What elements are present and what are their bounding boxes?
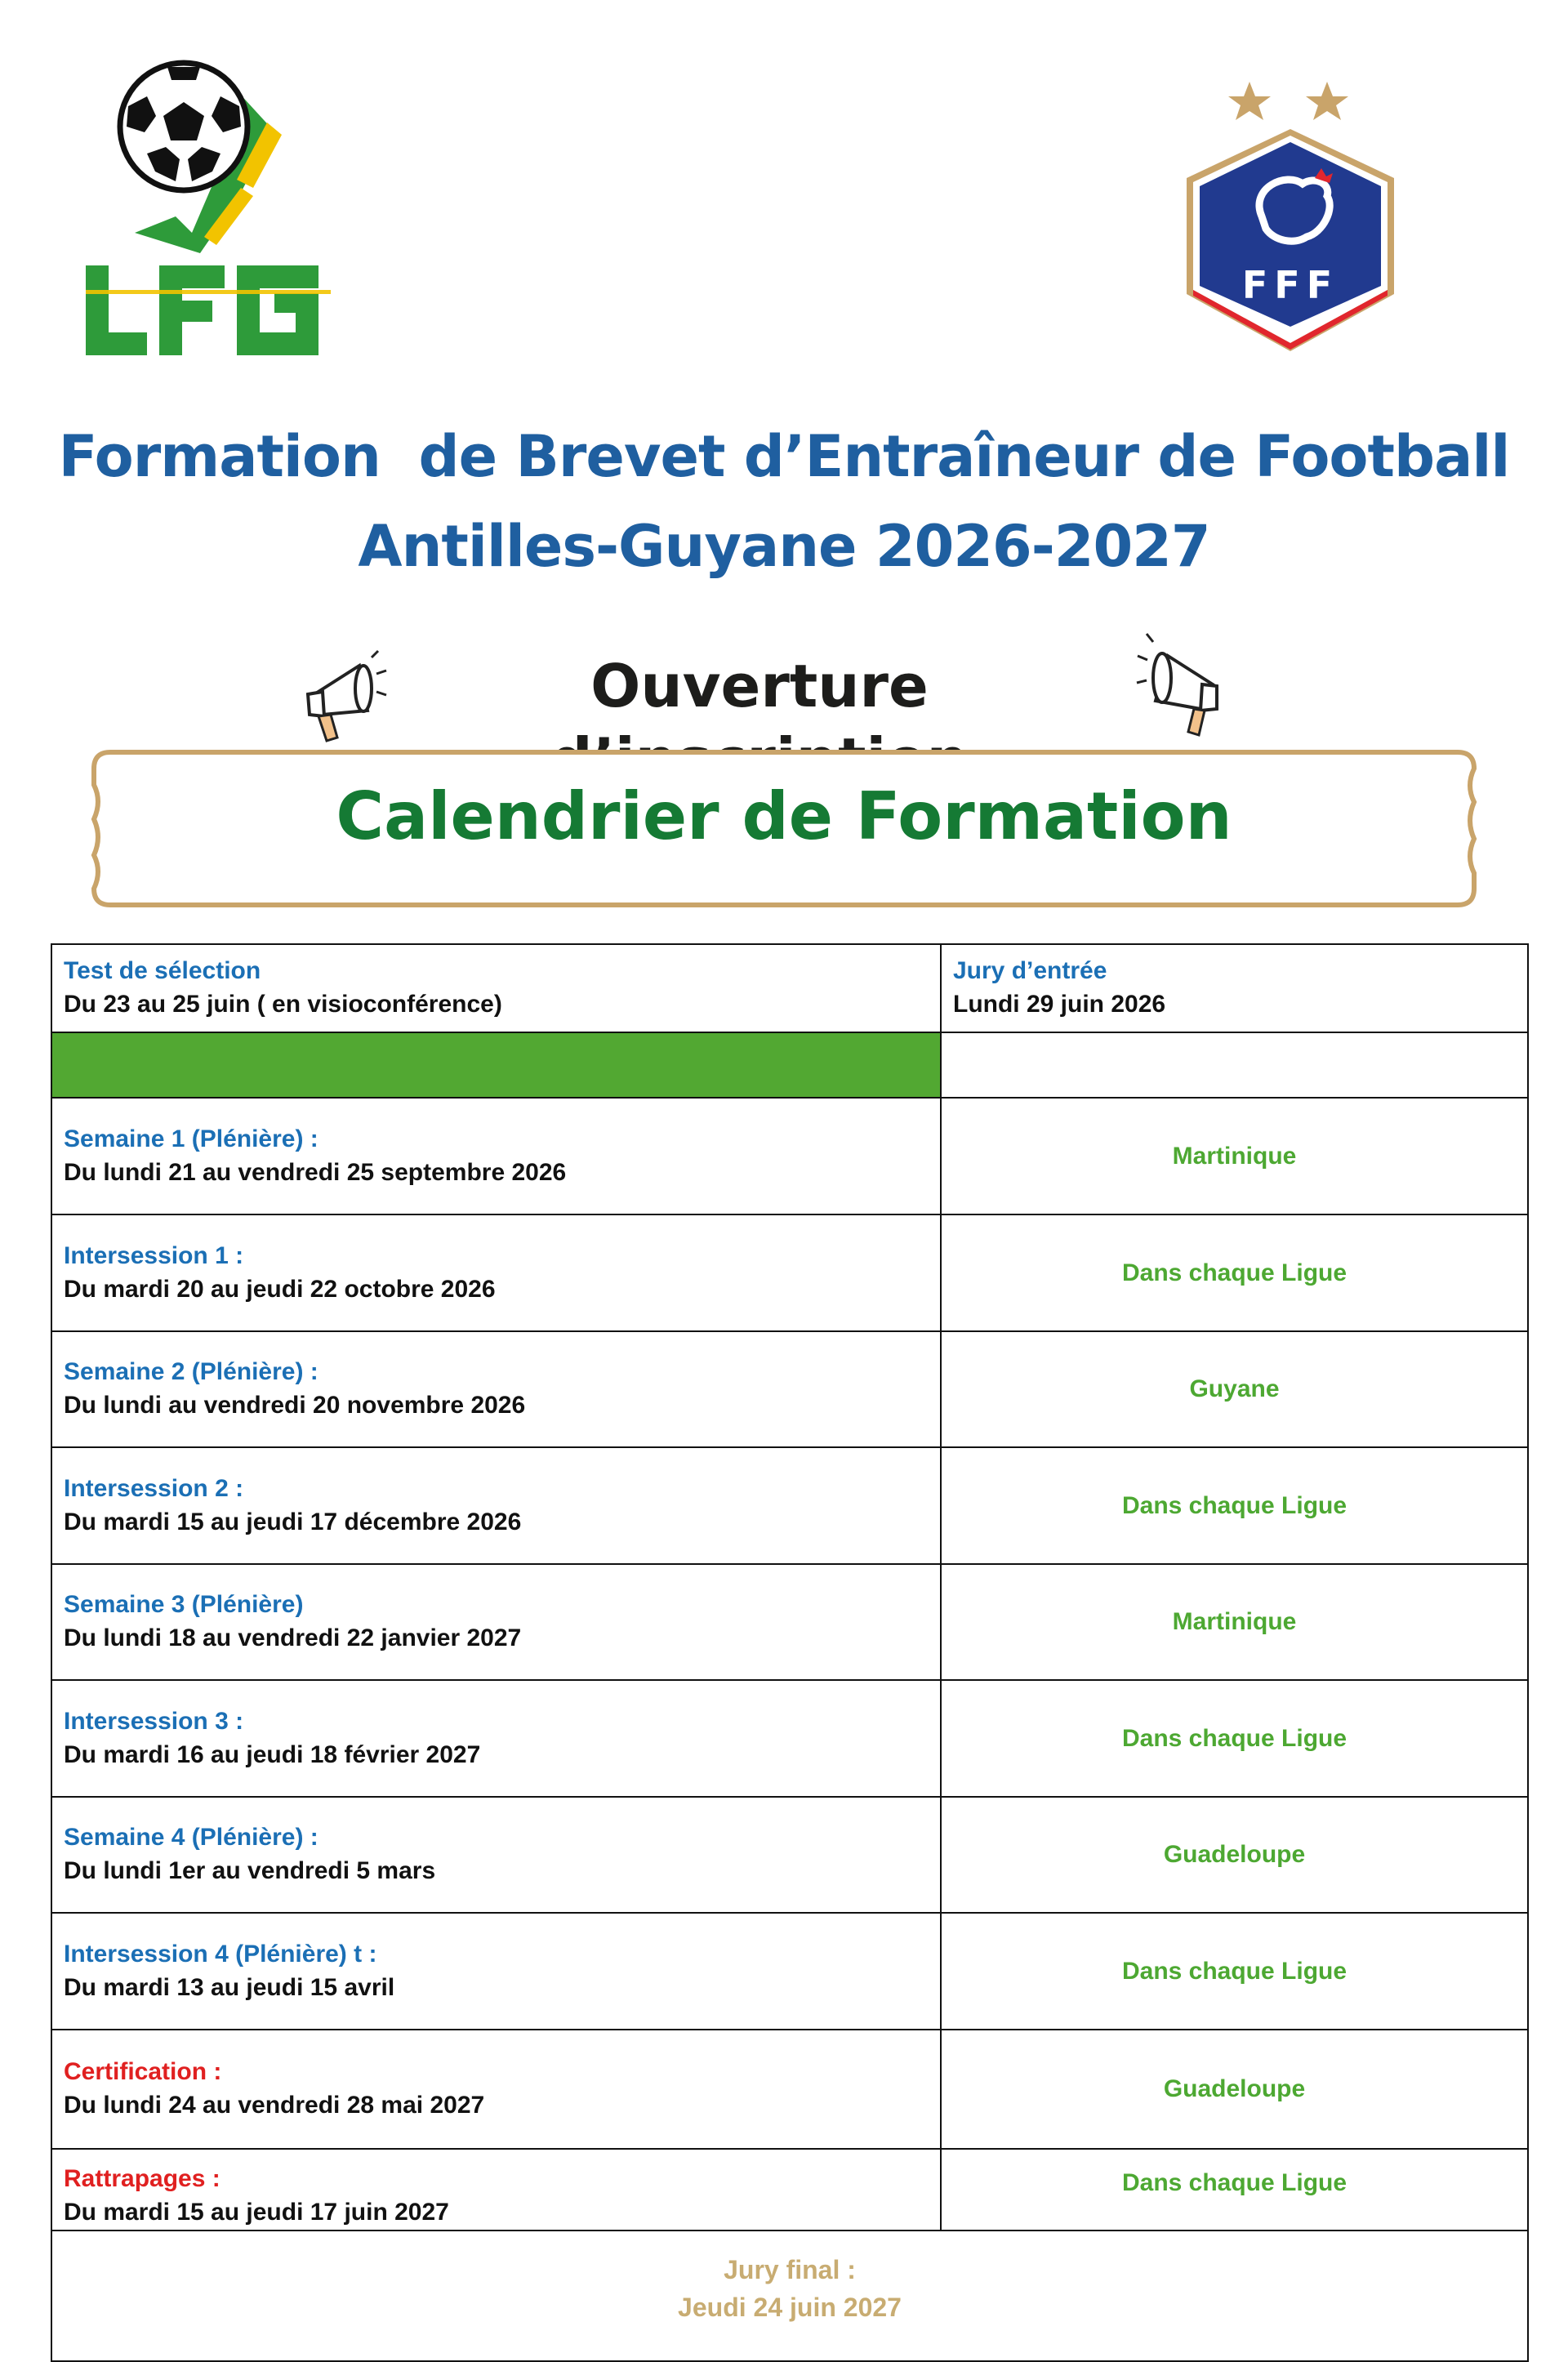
final-jury-cell [51, 2231, 1528, 2361]
entry-jury-cell [941, 944, 1528, 1032]
megaphone-icon [290, 649, 388, 743]
session-location: Dans chaque Ligue [941, 1913, 1528, 2030]
session-label: Intersession 3 : [64, 1707, 244, 1735]
page-title-line-1: Formation de Brevet d’Entraîneur de Football [58, 423, 1510, 490]
table-row [51, 1680, 1528, 1797]
table-row [51, 2030, 1528, 2149]
session-dates: Du lundi 21 au vendredi 25 septembre 2026 [64, 1158, 567, 1186]
session-dates: Du lundi 18 au vendredi 22 janvier 2027 [64, 1624, 522, 1651]
table-row [51, 1214, 1528, 1331]
table-row [51, 1564, 1528, 1680]
session-label: Semaine 2 (Plénière) : [64, 1358, 318, 1385]
session-label: Semaine 1 (Plénière) : [64, 1125, 318, 1152]
selection-test-label: Test de sélection [64, 957, 261, 984]
session-location: Guadeloupe [941, 2030, 1528, 2149]
session-location: Martinique [941, 1564, 1528, 1680]
session-label: Semaine 3 (Plénière) [64, 1591, 304, 1618]
session-dates: Du lundi au vendredi 20 novembre 2026 [64, 1392, 526, 1419]
star-icon [1228, 82, 1348, 120]
session-dates: Du lundi 24 au vendredi 28 mai 2027 [64, 2092, 485, 2119]
calendar-banner-title: Calendrier de Formation [336, 778, 1232, 854]
table-row [51, 944, 1528, 1032]
session-label: Semaine 4 (Plénière) : [64, 1824, 318, 1851]
session-dates: Du lundi 1er au vendredi 5 mars [64, 1857, 436, 1884]
table-row [51, 1913, 1528, 2030]
separator-row [51, 1032, 1528, 1098]
session-dates: Du mardi 20 au jeudi 22 octobre 2026 [64, 1275, 496, 1303]
session-dates: Du mardi 15 au jeudi 17 juin 2027 [64, 2199, 449, 2226]
final-jury-label: Jury final : [724, 2255, 856, 2284]
session-dates: Du mardi 13 au jeudi 15 avril [64, 1973, 395, 2001]
table-row [51, 1331, 1528, 1447]
megaphone-icon [1135, 627, 1237, 738]
football-icon [120, 63, 247, 190]
table-row [51, 1797, 1528, 1913]
table-row [51, 1098, 1528, 1214]
session-dates: Du mardi 16 au jeudi 18 février 2027 [64, 1740, 481, 1768]
selection-test-dates: Du 23 au 25 juin ( en visioconférence) [64, 991, 502, 1018]
session-location: Dans chaque Ligue [941, 1214, 1528, 1331]
session-location: Dans chaque Ligue [941, 1680, 1528, 1797]
session-location: Guadeloupe [941, 1797, 1528, 1913]
selection-test-cell [51, 944, 941, 1032]
session-label: Intersession 1 : [64, 1241, 244, 1269]
fff-logo-text: FFF [1241, 263, 1339, 307]
session-label: Certification : [64, 2058, 222, 2085]
table-row [51, 2149, 1528, 2231]
table-row [51, 1447, 1528, 1564]
training-schedule-table [51, 943, 1529, 2362]
session-location: Guyane [941, 1331, 1528, 1447]
session-location: Dans chaque Ligue [941, 1447, 1528, 1564]
session-location: Dans chaque Ligue [941, 2149, 1528, 2231]
session-location: Martinique [941, 1098, 1528, 1214]
empty-cell [941, 1032, 1528, 1098]
entry-jury-date: Lundi 29 juin 2026 [953, 991, 1166, 1018]
session-dates: Du mardi 15 au jeudi 17 décembre 2026 [64, 1508, 522, 1535]
session-label: Intersession 4 (Plénière) t : [64, 1940, 377, 1968]
table-row [51, 2231, 1528, 2361]
final-jury-date: Jeudi 24 juin 2027 [678, 2293, 902, 2322]
fff-logo [1172, 82, 1409, 355]
entry-jury-label: Jury d’entrée [953, 957, 1107, 984]
subtitle: Ouverture [590, 652, 929, 720]
session-label: Intersession 2 : [64, 1474, 244, 1502]
lfg-logo [78, 57, 347, 359]
green-separator-bar [51, 1032, 941, 1098]
session-label: Rattrapages : [64, 2165, 220, 2192]
page-title-line-2: Antilles-Guyane 2026-2027 [358, 513, 1210, 580]
